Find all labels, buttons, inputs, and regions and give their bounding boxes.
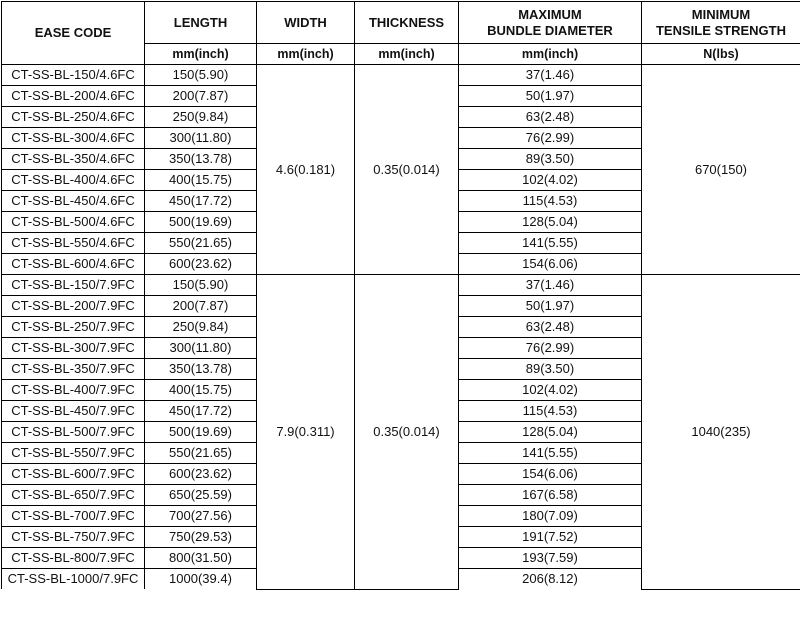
cell-width: 4.6(0.181) xyxy=(257,65,355,275)
cell-length: 550(21.65) xyxy=(145,443,257,464)
cell-ease-code: CT-SS-BL-550/7.9FC xyxy=(2,443,145,464)
cell-length: 600(23.62) xyxy=(145,254,257,275)
cell-ease-code: CT-SS-BL-500/7.9FC xyxy=(2,422,145,443)
cell-length: 200(7.87) xyxy=(145,296,257,317)
cell-length: 600(23.62) xyxy=(145,464,257,485)
table-row xyxy=(2,275,800,296)
cell-ease-code: CT-SS-BL-600/4.6FC xyxy=(2,254,145,275)
cell-ease-code: CT-SS-BL-450/7.9FC xyxy=(2,401,145,422)
cell-length: 300(11.80) xyxy=(145,128,257,149)
col-header-diameter xyxy=(459,2,642,44)
cell-bundle-diameter: 128(5.04) xyxy=(459,212,642,233)
cell-length: 1000(39.4) xyxy=(145,569,257,590)
cell-bundle-diameter: 37(1.46) xyxy=(459,65,642,86)
spec-table xyxy=(1,1,800,590)
cell-ease-code: CT-SS-BL-600/7.9FC xyxy=(2,464,145,485)
unit-tensile: N(lbs) xyxy=(642,44,800,65)
cell-length: 200(7.87) xyxy=(145,86,257,107)
cell-bundle-diameter: 76(2.99) xyxy=(459,338,642,359)
cell-thickness: 0.35(0.014) xyxy=(355,275,459,590)
cell-tensile-strength: 670(150) xyxy=(642,65,800,275)
cell-length: 150(5.90) xyxy=(145,65,257,86)
cell-bundle-diameter: 50(1.97) xyxy=(459,86,642,107)
col-header-diameter-line1: MAXIMUM xyxy=(518,7,582,22)
cell-ease-code: CT-SS-BL-200/7.9FC xyxy=(2,296,145,317)
cell-ease-code: CT-SS-BL-400/4.6FC xyxy=(2,170,145,191)
cell-bundle-diameter: 206(8.12) xyxy=(459,569,642,590)
cell-ease-code: CT-SS-BL-350/7.9FC xyxy=(2,359,145,380)
cell-bundle-diameter: 141(5.55) xyxy=(459,233,642,254)
cell-length: 750(29.53) xyxy=(145,527,257,548)
cell-length: 350(13.78) xyxy=(145,149,257,170)
cell-ease-code: CT-SS-BL-1000/7.9FC xyxy=(2,569,145,590)
cell-bundle-diameter: 115(4.53) xyxy=(459,401,642,422)
cell-length: 500(19.69) xyxy=(145,422,257,443)
col-header-length xyxy=(145,2,257,44)
cell-ease-code: CT-SS-BL-700/7.9FC xyxy=(2,506,145,527)
table-header xyxy=(2,2,800,65)
cell-ease-code: CT-SS-BL-400/7.9FC xyxy=(2,380,145,401)
cell-length: 800(31.50) xyxy=(145,548,257,569)
col-header-tensile-line2: TENSILE STRENGTH xyxy=(656,23,786,38)
col-header-tensile xyxy=(642,2,800,44)
cell-bundle-diameter: 128(5.04) xyxy=(459,422,642,443)
cell-length: 150(5.90) xyxy=(145,275,257,296)
cell-ease-code: CT-SS-BL-500/4.6FC xyxy=(2,212,145,233)
cell-ease-code: CT-SS-BL-450/4.6FC xyxy=(2,191,145,212)
cell-ease-code: CT-SS-BL-150/7.9FC xyxy=(2,275,145,296)
cell-bundle-diameter: 63(2.48) xyxy=(459,317,642,338)
col-header-code-label: EASE CODE xyxy=(35,25,112,40)
cell-bundle-diameter: 50(1.97) xyxy=(459,296,642,317)
cell-bundle-diameter: 180(7.09) xyxy=(459,506,642,527)
cell-length: 250(9.84) xyxy=(145,107,257,128)
cell-length: 450(17.72) xyxy=(145,191,257,212)
cell-length: 350(13.78) xyxy=(145,359,257,380)
cell-length: 400(15.75) xyxy=(145,380,257,401)
cell-bundle-diameter: 102(4.02) xyxy=(459,380,642,401)
cell-ease-code: CT-SS-BL-250/7.9FC xyxy=(2,317,145,338)
cell-length: 250(9.84) xyxy=(145,317,257,338)
cell-width: 7.9(0.311) xyxy=(257,275,355,590)
cell-ease-code: CT-SS-BL-800/7.9FC xyxy=(2,548,145,569)
cell-bundle-diameter: 115(4.53) xyxy=(459,191,642,212)
cell-ease-code: CT-SS-BL-300/7.9FC xyxy=(2,338,145,359)
cell-bundle-diameter: 191(7.52) xyxy=(459,527,642,548)
col-header-width-label: WIDTH xyxy=(284,15,327,30)
cell-length: 650(25.59) xyxy=(145,485,257,506)
cell-bundle-diameter: 154(6.06) xyxy=(459,254,642,275)
cell-length: 300(11.80) xyxy=(145,338,257,359)
cell-bundle-diameter: 167(6.58) xyxy=(459,485,642,506)
cell-ease-code: CT-SS-BL-150/4.6FC xyxy=(2,65,145,86)
cell-bundle-diameter: 76(2.99) xyxy=(459,128,642,149)
cell-length: 450(17.72) xyxy=(145,401,257,422)
unit-length: mm(inch) xyxy=(145,44,257,65)
cell-bundle-diameter: 102(4.02) xyxy=(459,170,642,191)
cell-length: 500(19.69) xyxy=(145,212,257,233)
cell-bundle-diameter: 63(2.48) xyxy=(459,107,642,128)
cell-bundle-diameter: 154(6.06) xyxy=(459,464,642,485)
cell-ease-code: CT-SS-BL-300/4.6FC xyxy=(2,128,145,149)
cell-bundle-diameter: 141(5.55) xyxy=(459,443,642,464)
cell-bundle-diameter: 89(3.50) xyxy=(459,149,642,170)
col-header-thickness-label: THICKNESS xyxy=(369,15,444,30)
col-header-diameter-line2: BUNDLE DIAMETER xyxy=(487,23,613,38)
cell-ease-code: CT-SS-BL-550/4.6FC xyxy=(2,233,145,254)
cell-length: 550(21.65) xyxy=(145,233,257,254)
col-header-tensile-line1: MINIMUM xyxy=(692,7,751,22)
cell-bundle-diameter: 37(1.46) xyxy=(459,275,642,296)
table-row xyxy=(2,65,800,86)
cell-ease-code: CT-SS-BL-350/4.6FC xyxy=(2,149,145,170)
col-header-code xyxy=(2,2,145,65)
col-header-thickness xyxy=(355,2,459,44)
table-body xyxy=(2,65,800,590)
col-header-length-label: LENGTH xyxy=(174,15,227,30)
unit-width: mm(inch) xyxy=(257,44,355,65)
cell-ease-code: CT-SS-BL-750/7.9FC xyxy=(2,527,145,548)
unit-diameter: mm(inch) xyxy=(459,44,642,65)
unit-thickness: mm(inch) xyxy=(355,44,459,65)
header-row xyxy=(2,2,800,44)
cell-ease-code: CT-SS-BL-200/4.6FC xyxy=(2,86,145,107)
cell-ease-code: CT-SS-BL-250/4.6FC xyxy=(2,107,145,128)
cell-bundle-diameter: 89(3.50) xyxy=(459,359,642,380)
cell-length: 700(27.56) xyxy=(145,506,257,527)
cell-length: 400(15.75) xyxy=(145,170,257,191)
cell-bundle-diameter: 193(7.59) xyxy=(459,548,642,569)
cell-thickness: 0.35(0.014) xyxy=(355,65,459,275)
cell-ease-code: CT-SS-BL-650/7.9FC xyxy=(2,485,145,506)
cell-tensile-strength: 1040(235) xyxy=(642,275,800,590)
col-header-width xyxy=(257,2,355,44)
